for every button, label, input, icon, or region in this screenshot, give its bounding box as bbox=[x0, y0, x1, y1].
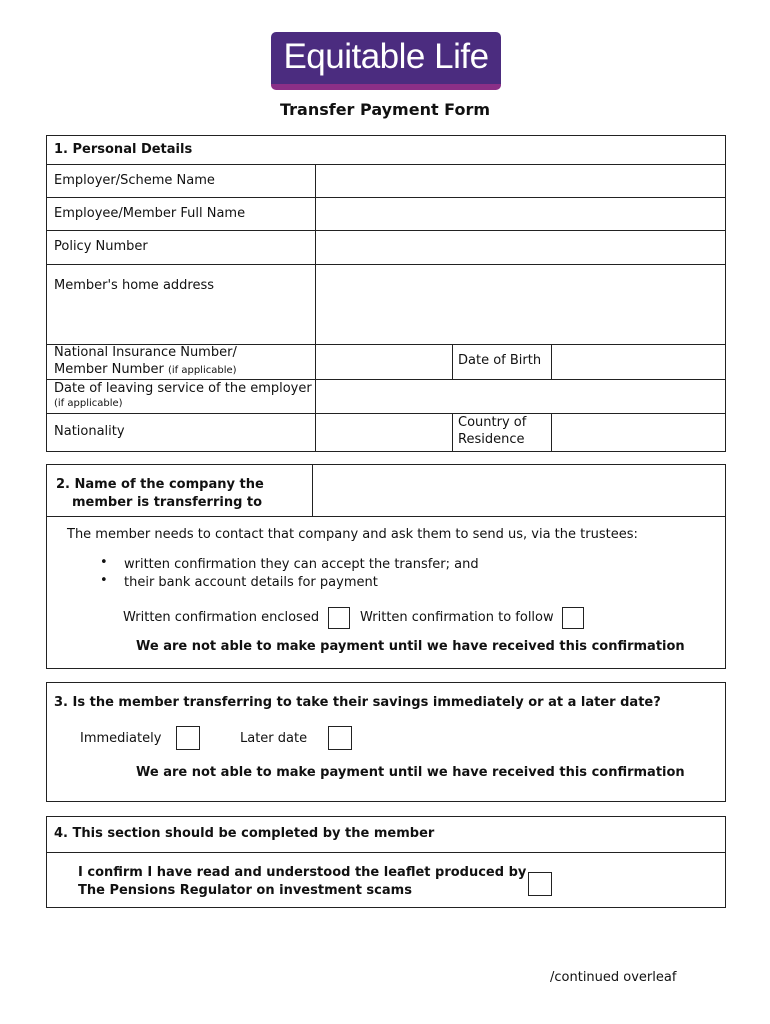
home-address-label: Member's home address bbox=[54, 278, 215, 293]
section-2-payment-warning: We are not able to make payment until we have received this confirmation bbox=[136, 639, 685, 654]
section-2-heading-line2: member is transferring to bbox=[72, 495, 263, 510]
receiving-company-field[interactable] bbox=[314, 466, 723, 515]
bullet-dot: • bbox=[100, 573, 108, 588]
section-1-heading: 1. Personal Details bbox=[54, 142, 193, 157]
section-3-question: 3. Is the member transferring to take their savings immediately or at a later date? bbox=[54, 695, 661, 710]
employee-name-field[interactable] bbox=[317, 199, 723, 229]
country-of-residence-field[interactable] bbox=[553, 415, 723, 450]
written-confirmation-enclosed-label: Written confirmation enclosed bbox=[123, 610, 320, 625]
policy-number-field[interactable] bbox=[317, 232, 723, 263]
section-4-heading: 4. This section should be completed by the member bbox=[54, 826, 435, 841]
continued-overleaf-note: /continued overleaf bbox=[550, 970, 677, 985]
date-of-birth-label: Date of Birth bbox=[458, 353, 542, 368]
home-address-field[interactable] bbox=[317, 266, 723, 343]
employer-scheme-label: Employer/Scheme Name bbox=[54, 173, 215, 188]
leaving-date-label: Date of leaving service of the employer bbox=[54, 381, 312, 396]
later-date-label: Later date bbox=[240, 731, 308, 746]
declaration-text-line1: I confirm I have read and understood the leaflet produced by bbox=[78, 865, 527, 880]
bullet-item-confirmation: written confirmation they can accept the transfer; and bbox=[124, 557, 479, 572]
ni-number-field[interactable] bbox=[317, 346, 451, 378]
form-title: Transfer Payment Form bbox=[279, 100, 491, 119]
written-confirmation-enclosed-checkbox[interactable] bbox=[328, 607, 350, 629]
section-2-instruction: The member needs to contact that company and ask them to send us, via the trustees: bbox=[67, 527, 638, 542]
written-confirmation-follow-checkbox[interactable] bbox=[562, 607, 584, 629]
later-date-checkbox[interactable] bbox=[328, 726, 352, 750]
country-of-residence-label-line2: Residence bbox=[458, 432, 525, 447]
member-number-label: Member Number bbox=[54, 362, 164, 377]
nationality-field[interactable] bbox=[317, 415, 451, 450]
ni-applicable-note: (if applicable) bbox=[167, 365, 237, 376]
declaration-text-line2: The Pensions Regulator on investment scams bbox=[78, 883, 412, 898]
section-2-heading-line1: 2. Name of the company the bbox=[56, 477, 264, 492]
date-of-birth-field[interactable] bbox=[553, 346, 723, 378]
country-of-residence-label-line1: Country of bbox=[458, 415, 527, 430]
bullet-item-bank-details: their bank account details for payment bbox=[124, 575, 378, 590]
nationality-label: Nationality bbox=[54, 424, 125, 439]
declaration-checkbox[interactable] bbox=[528, 872, 552, 896]
immediately-label: Immediately bbox=[80, 731, 162, 746]
leaving-date-note: (if applicable) bbox=[54, 398, 123, 409]
leaving-date-field[interactable] bbox=[317, 381, 723, 412]
bullet-dot: • bbox=[100, 555, 108, 570]
immediately-checkbox[interactable] bbox=[176, 726, 200, 750]
employer-scheme-field[interactable] bbox=[317, 166, 723, 196]
equitable-life-logo: Equitable Life bbox=[271, 32, 501, 90]
ni-number-label-line1: National Insurance Number/ bbox=[54, 345, 237, 360]
written-confirmation-follow-label: Written confirmation to follow bbox=[360, 610, 554, 625]
section-3-payment-warning: We are not able to make payment until we have received this confirmation bbox=[136, 765, 685, 780]
ni-number-label-line2 bbox=[54, 361, 237, 379]
policy-number-label: Policy Number bbox=[54, 239, 148, 254]
employee-name-label: Employee/Member Full Name bbox=[54, 206, 246, 221]
